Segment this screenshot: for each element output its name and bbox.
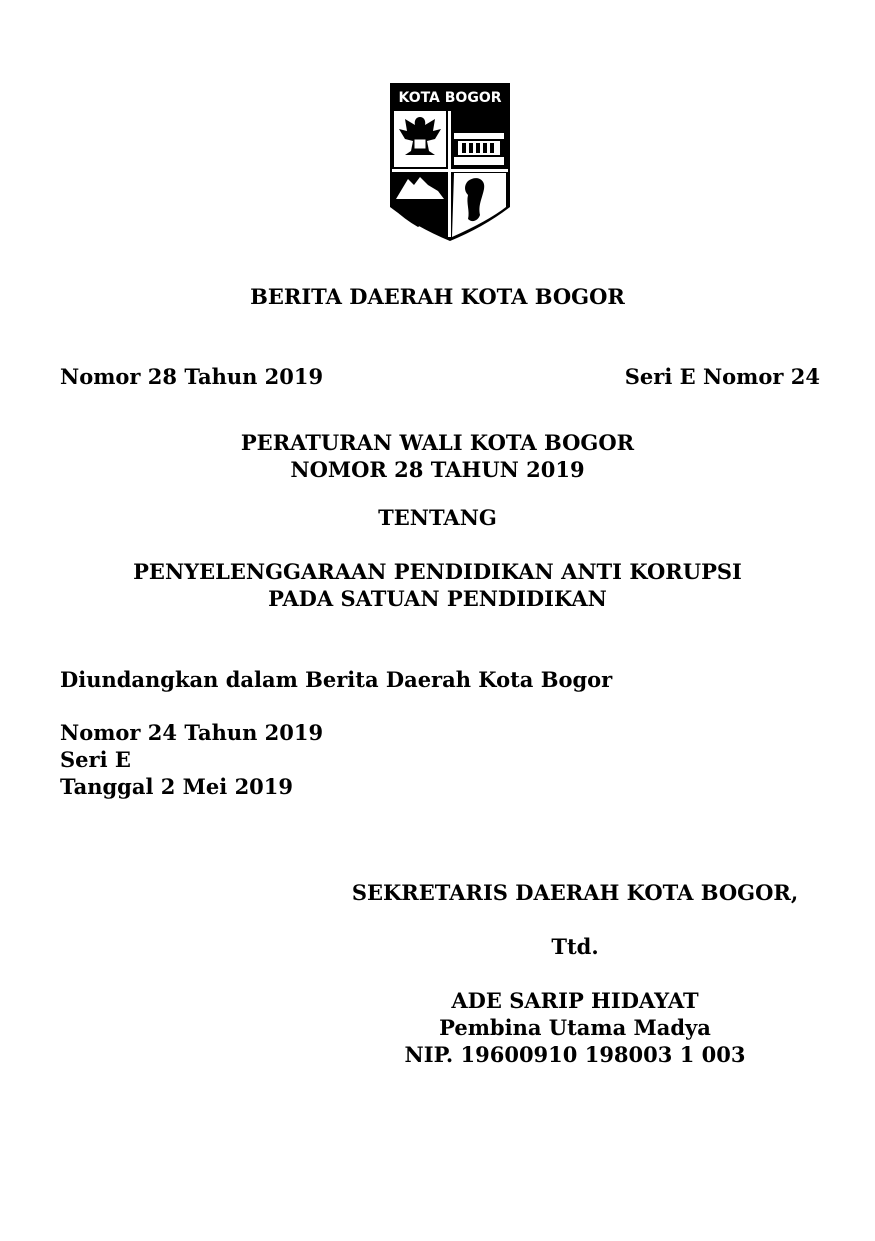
issue-number-left: Nomor 28 Tahun 2019 bbox=[60, 364, 324, 389]
promulgation-intro: Diundangkan dalam Berita Daerah Kota Bogor bbox=[60, 667, 613, 692]
kota-bogor-coat-of-arms-logo bbox=[388, 81, 512, 243]
promulgation-series: Seri E bbox=[60, 747, 131, 772]
regulation-about: TENTANG bbox=[378, 505, 497, 530]
page-title: BERITA DAERAH KOTA BOGOR bbox=[250, 284, 625, 309]
regulation-number: NOMOR 28 TAHUN 2019 bbox=[290, 457, 585, 482]
promulgation-date: Tanggal 2 Mei 2019 bbox=[60, 774, 294, 799]
regulation-title: PERATURAN WALI KOTA BOGOR bbox=[240, 430, 635, 455]
regulation-subject-line1: PENYELENGGARAAN PENDIDIKAN ANTI KORUPSI bbox=[133, 559, 742, 584]
signatory-office: SEKRETARIS DAERAH KOTA BOGOR, bbox=[351, 880, 799, 905]
promulgation-number: Nomor 24 Tahun 2019 bbox=[60, 720, 324, 745]
signatory-name: ADE SARIP HIDAYAT bbox=[451, 988, 699, 1013]
regulation-subject-line2: PADA SATUAN PENDIDIKAN bbox=[268, 586, 607, 611]
logo-text: KOTA BOGOR bbox=[398, 90, 502, 106]
signatory-rank: Pembina Utama Madya bbox=[439, 1015, 711, 1040]
signatory-signed: Ttd. bbox=[551, 934, 599, 959]
issue-series-right: Seri E Nomor 24 bbox=[624, 364, 820, 389]
signatory-nip: NIP. 19600910 198003 1 003 bbox=[404, 1042, 746, 1067]
